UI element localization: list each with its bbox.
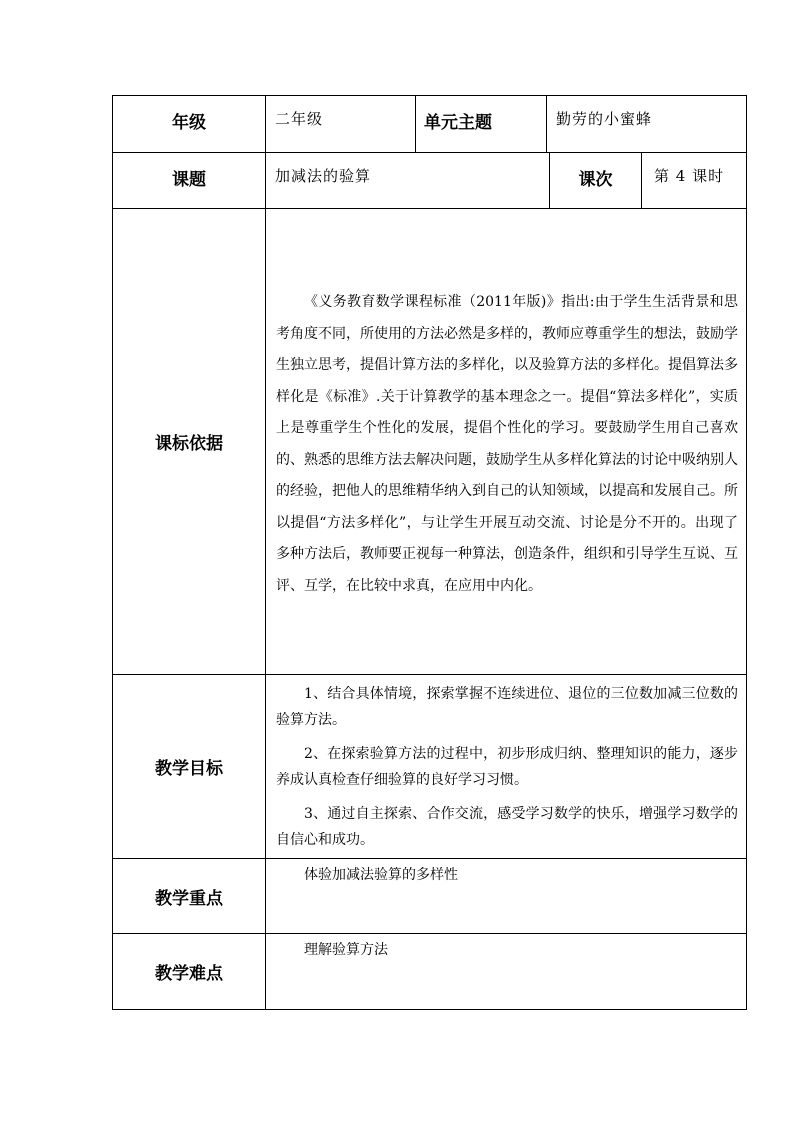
row-difficult-points [113,934,747,1010]
period-label: 课次 [550,153,642,209]
objective-item: 2、在探索验算方法的过程中，初步形成归纳、整理知识的能力，逐步养成认真检查仔细验算的良好学习习惯。 [276,745,739,788]
topic-value: 加减法的验算 [266,153,550,209]
difficult-points-label: 教学难点 [113,934,266,1010]
row-grade [113,96,747,153]
objective-item: 1、结合具体情境，探索掌握不连续进位、退位的三位数加减三位数的验算方法。 [276,685,739,728]
unit-theme-value: 勤劳的小蜜蜂 [547,96,747,153]
objectives-cell [266,675,747,859]
topic-label: 课题 [113,153,266,209]
row-objectives [113,675,747,859]
key-points-value: 体验加减法验算的多样性 [266,859,747,934]
grade-label: 年级 [113,96,266,153]
key-points-label: 教学重点 [113,859,266,934]
grade-value: 二年级 [266,96,416,153]
lesson-plan-table [112,95,747,1010]
difficult-points-value: 理解验算方法 [266,934,747,1010]
curriculum-cell [266,209,747,675]
row-topic [113,153,747,209]
objective-item: 3、通过自主探索、合作交流，感受学习数学的快乐，增强学习数学的自信心和成功。 [276,805,739,848]
objectives-label: 教学目标 [113,675,266,859]
period-value: 第 4 课时 [642,153,747,209]
curriculum-text: 《义务教育数学课程标准（2011年版)》指出:由于学生生活背景和思考角度不同，所使用的方法必然是多样的，教师应尊重学生的想法，鼓励学生独立思考，提倡计算方法的多样化，以及验算方法的多样化。提倡算法多样化是《标准》.关于计算教学的基本理念之一。提倡“算法多样化”，实质上是尊重学生个性化的发展，提倡个性化的学习。要鼓励学生用自己喜欢的、熟悉的思维方法去解决问题，鼓励学生从多样化算法的讨论中吸纳别人的经验，把他人的思维精华纳入到自己的认知领域，以提高和发展自己。所以提倡“方法多样化”，与让学生开展互动交流、讨论是分不开的。出现了多种方法后，教师要正视每一种算法，创造条件，组织和引导学生互说、互评、互学，在比较中求真，在应用中内化。 [276,294,739,594]
curriculum-label: 课标依据 [113,209,266,675]
unit-theme-label: 单元主题 [416,96,547,153]
row-curriculum [113,209,747,675]
row-key-points [113,859,747,934]
